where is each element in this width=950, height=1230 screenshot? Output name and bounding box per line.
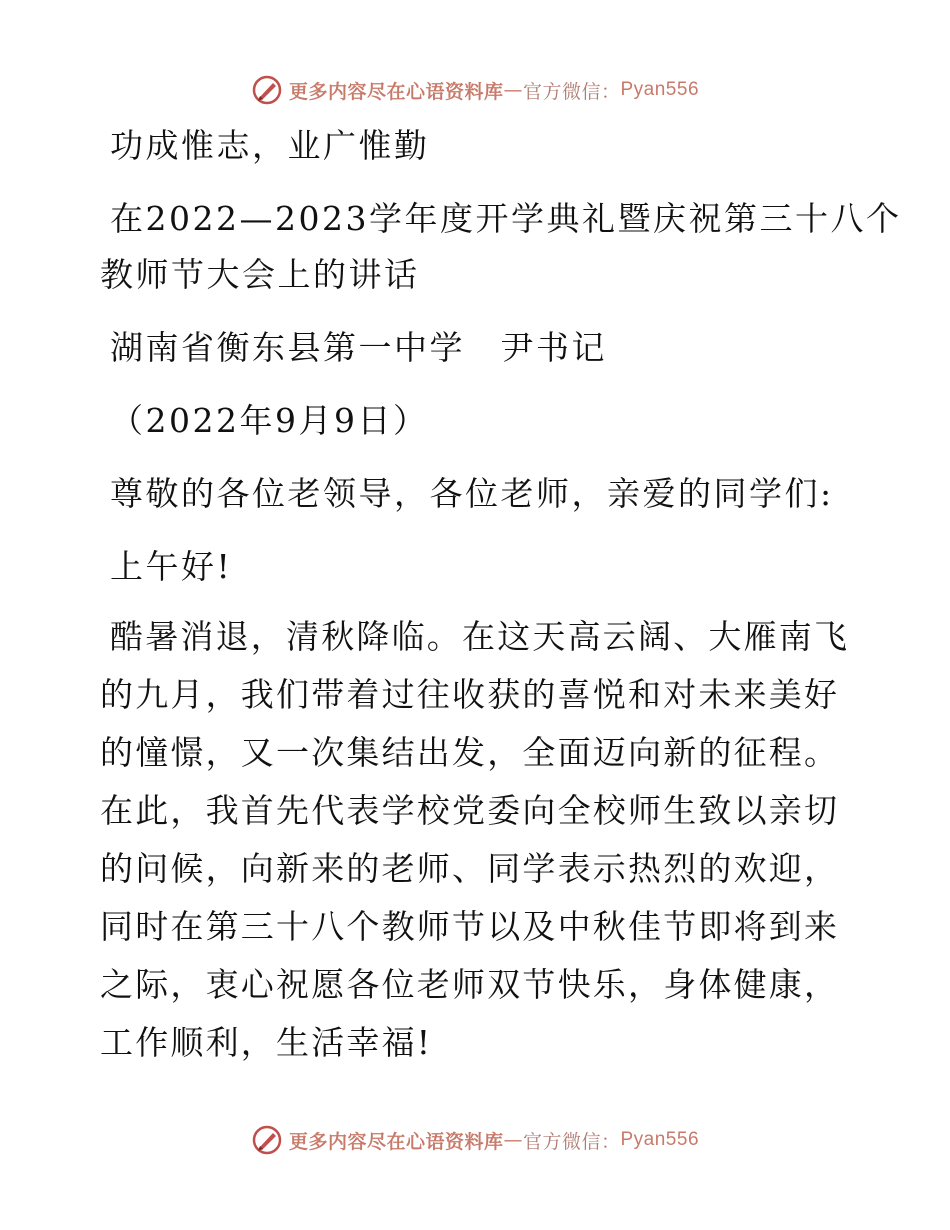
document-date: （2022年9月9日） <box>110 401 429 440</box>
header-watermark <box>0 70 950 110</box>
speech-greeting: 上午好! <box>110 547 233 586</box>
watermark-wechat-id: Pyan556 <box>620 1129 700 1150</box>
document-body <box>100 118 902 1072</box>
pen-logo-icon <box>251 74 283 106</box>
pen-logo-icon <box>251 1124 283 1156</box>
document-author: 湖南省衡东县第一中学 尹书记 <box>110 328 607 367</box>
document-subtitle-line-2: 教师节大会上的讲话 <box>100 255 420 294</box>
speech-salutation: 尊敬的各位老领导，各位老师，亲爱的同学们: <box>110 474 834 513</box>
watermark-wechat-label: 官方微信： <box>522 1130 621 1153</box>
footer-watermark <box>0 1120 950 1160</box>
document-subtitle-line-1: 在2022—2023学年度开学典礼暨庆祝第三十八个 <box>110 199 902 238</box>
document-title: 功成惟志，业广惟勤 <box>110 126 430 165</box>
watermark-wechat-id: Pyan556 <box>620 79 700 100</box>
watermark-dash: — <box>503 1129 523 1151</box>
speech-paragraph-1: 酷暑消退，清秋降临。在这天高云阔、大雁南飞的九月，我们带着过往收获的喜悦和对未来美好的憧憬，又一次集结出发，全面迈向新的征程。在此，我首先代表学校党委向全校师生致以亲切的问候，向新来的老师、同学表示热烈的欢迎，同时在第三十八个教师节以及中秋佳节即将到来之际，衷心祝愿各位老师双节快乐，身体健康，工作顺利，生活幸福! <box>100 617 850 1062</box>
watermark-dash: — <box>503 79 523 101</box>
watermark-wechat-label: 官方微信： <box>522 80 621 103</box>
watermark-main-text: 更多内容尽在心语资料库 <box>288 1130 504 1153</box>
watermark-main-text: 更多内容尽在心语资料库 <box>288 80 504 103</box>
